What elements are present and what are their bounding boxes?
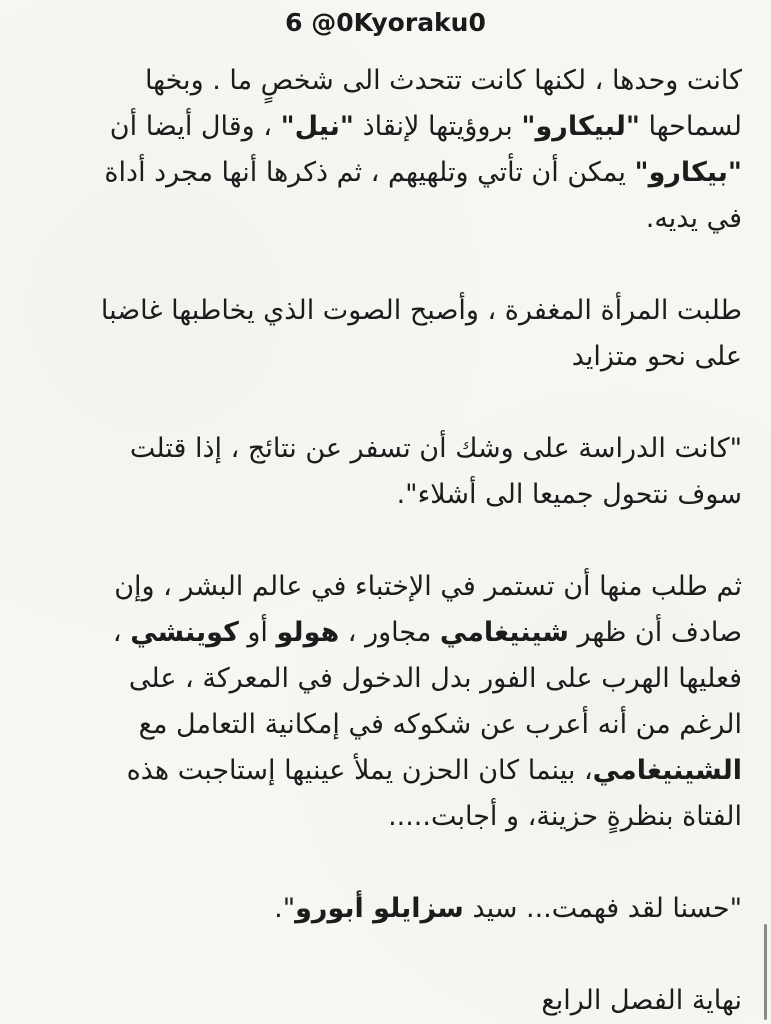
bold-name: الشينيغامي <box>592 755 742 786</box>
paragraph-5 <box>62 886 742 932</box>
bold-name: هولو <box>276 617 340 648</box>
bold-name: كوينشي <box>130 617 239 648</box>
paragraph-1 <box>62 58 742 242</box>
bold-name: سزايلو أبورو <box>295 893 464 924</box>
text-run: أو <box>238 617 277 648</box>
bold-name: شينيغامي <box>439 617 569 648</box>
text-run: "حسنا لقد فهمت... سيد <box>463 893 742 924</box>
bold-name: "لبيكارو" <box>521 111 640 142</box>
author-handle: @0Kyoraku0 <box>311 8 486 37</box>
page-header <box>0 8 771 37</box>
scroll-indicator[interactable] <box>764 924 767 1020</box>
bold-name: "بيكارو" <box>634 157 742 188</box>
text-run: كانت وحدها ، لكنها كانت تتحدث الى شخصٍ ما . وبخها لسماحها <box>144 65 742 142</box>
text-run: ، بينما كان الحزن يملأ عينيها إستاجبت هذه الفتاة بنظرةٍ حزينة، و أجابت..... <box>126 755 742 832</box>
bold-name: "نيل" <box>280 111 355 142</box>
page-number: 6 <box>285 8 303 37</box>
text-run: مجاور ، <box>339 617 440 648</box>
text-run: بروؤيتها لإنقاذ <box>354 111 522 142</box>
text-run: ، وقال أيضا أن <box>109 111 281 142</box>
text-run: ". <box>274 893 296 924</box>
text-run: يمكن أن تأتي وتلهيهم ، ثم ذكرها أنها مجرد أداة في يديه. <box>104 157 742 234</box>
paragraph-4 <box>62 564 742 840</box>
text-run: ثم طلب منها أن تستمر في الإختباء في عالم البشر ، وإن صادف أن ظهر <box>114 571 742 648</box>
story-text <box>62 58 742 1024</box>
chapter-end: نهاية الفصل الرابع <box>541 985 742 1016</box>
text-run: ، فعليها الهرب على الفور بدل الدخول في المعركة ، على الرغم من أنه أعرب عن شكوكه في إمكانية التعامل مع <box>112 617 742 740</box>
paragraph-2: طلبت المرأة المغفرة ، وأصبح الصوت الذي يخاطبها غاضبا على نحو متزايد <box>100 295 742 372</box>
paragraph-3: "كانت الدراسة على وشك أن تسفر عن نتائج ، إذا قتلت سوف نتحول جميعا الى أشلاء". <box>129 433 742 510</box>
